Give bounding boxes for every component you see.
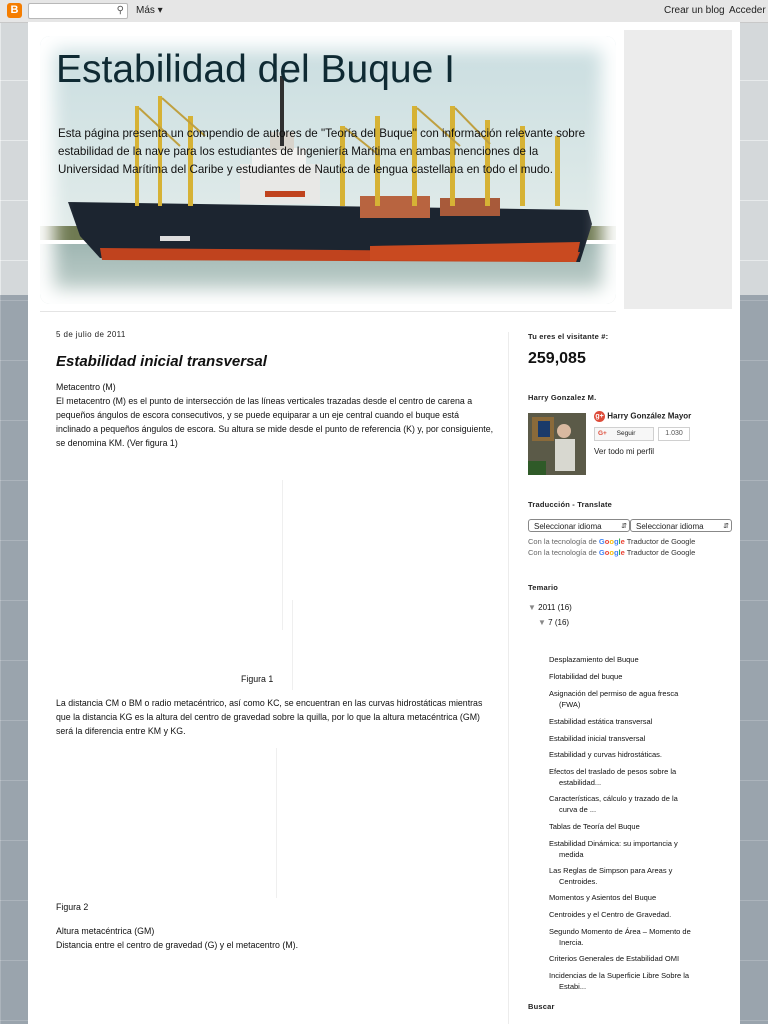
figure-1-placeholder-line (292, 600, 293, 690)
powered-by-text: Con la tecnología de (528, 537, 597, 546)
figure-1-caption: Figura 1 (241, 674, 274, 684)
archive-post-link[interactable] (549, 953, 719, 964)
archive-year[interactable] (528, 602, 572, 613)
archive-post-title: Estabi... (559, 982, 587, 991)
archive-post-title: Asignación del permiso de agua fresca (549, 689, 679, 698)
post-date: 5 de julio de 2011 (56, 330, 126, 339)
translate-widget (528, 500, 728, 560)
language-select-2-value: Seleccionar idioma (636, 522, 704, 531)
archive-post-title: Momentos y Asientos del Buque (549, 893, 657, 902)
visitor-counter-widget (528, 332, 728, 368)
archive-post-link[interactable] (549, 821, 719, 832)
archive-month[interactable] (538, 617, 569, 628)
profile-name-link[interactable]: Harry González Mayor (607, 411, 692, 421)
blogger-logo-icon[interactable]: B (7, 3, 22, 18)
archive-post-title: Estabilidad Dinámica: su importancia y (549, 839, 678, 848)
archive-post-title: Criterios Generales de Estabilidad OMI (549, 954, 680, 963)
archive-post-link[interactable] (549, 671, 719, 682)
visitor-counter-title: Tu eres el visitante #: (528, 332, 609, 341)
header-divider (40, 311, 616, 312)
language-select-1[interactable] (528, 519, 630, 532)
archive-post-link[interactable] (549, 892, 719, 903)
visitor-count: 259,085 (528, 350, 586, 367)
archive-widget (528, 583, 728, 1003)
archive-post-title: Las Reglas de Simpson para Areas y (549, 866, 673, 875)
archive-post-title: Estabilidad estática transversal (549, 717, 653, 726)
archive-post-link[interactable] (549, 970, 719, 992)
paragraph-altura: La distancia CM o BM o radio metacéntrico, así como KC, se encuentran en las curvas hidrostáticas mientras que la distancia KG es la altura del centro de gravedad sobre la quilla, por lo que la altura metacéntrica (GM) será la diferencia entre KM y KG. (56, 698, 483, 736)
archive-post-title: curva de ... (559, 805, 597, 814)
archive-month-count: (16) (554, 618, 570, 627)
blog-title[interactable]: Estabilidad del Buque I (56, 48, 455, 91)
archive-post-title: Flotabilidad del buque (549, 672, 623, 681)
follow-button[interactable] (594, 427, 654, 441)
archive-month-label[interactable]: 7 (548, 618, 553, 627)
google-plus-icon: g+ (595, 413, 604, 420)
search-widget (528, 1002, 728, 1011)
archive-post-title: Incidencias de la Superficie Libre Sobre la (549, 971, 690, 980)
follow-label: Seguir (616, 430, 636, 437)
archive-post-link[interactable] (549, 733, 719, 744)
google-logo: Google (598, 537, 625, 546)
archive-post-link[interactable] (549, 688, 719, 710)
archive-post-link[interactable] (549, 838, 719, 860)
paragraph-gm: Distancia entre el centro de gravedad (G) y el metacentro (M). (56, 940, 299, 950)
header-side-panel (624, 30, 732, 309)
magnifier-icon[interactable]: ⚲ (116, 5, 124, 16)
paragraph-metacentro: El metacentro (M) es el punto de intersección de las líneas verticales trazadas desde el centro de carena a pequeños ángulos de escora consecutivos, y se puede equiparar a un eje central cuando el buque está inclinado a pequeños ángulos de escora. Su altura se mide desde el punto de referencia (K) y, por consiguiente, se denomina KM. (Ver figura 1) (56, 396, 494, 448)
archive-post-link[interactable] (549, 716, 719, 727)
archive-post-link[interactable] (549, 793, 719, 815)
powered-by-line-2 (528, 548, 728, 557)
archive-post-title: medida (559, 850, 584, 859)
blog-page (28, 22, 740, 1024)
powered-by-text: Con la tecnología de (528, 548, 597, 557)
archive-title: Temario (528, 583, 559, 592)
blogger-navbar (0, 0, 768, 23)
archive-post-title: estabilidad... (559, 778, 602, 787)
archive-post-link[interactable] (549, 909, 719, 920)
archive-year-label[interactable]: 2011 (538, 603, 556, 612)
mas-menu[interactable]: Más ▾ (136, 5, 163, 16)
post-column (56, 330, 496, 952)
post-body (56, 380, 496, 952)
select-arrows-icon: ⇵ (621, 523, 627, 530)
select-arrows-icon: ⇵ (723, 523, 729, 530)
archive-post-title: Características, cálculo y trazado de la (549, 794, 678, 803)
post-title[interactable]: Estabilidad inicial transversal (56, 353, 267, 370)
archive-post-title: (FWA) (559, 700, 581, 709)
figure-2-area (56, 738, 496, 912)
archive-post-title: Centroides y el Centro de Gravedad. (549, 910, 672, 919)
figure-1-area (56, 450, 496, 684)
powered-by-line-1 (528, 537, 728, 546)
archive-post-link[interactable] (549, 749, 719, 760)
follower-count: 1.030 (658, 427, 690, 441)
language-select-1-value: Seleccionar idioma (534, 522, 602, 531)
archive-post-link[interactable] (549, 654, 719, 665)
language-selects-row (528, 519, 728, 533)
translator-link[interactable]: Traductor de Google (626, 537, 696, 546)
search-widget-title: Buscar (528, 1002, 555, 1011)
sign-in-link[interactable]: Acceder (729, 5, 766, 16)
language-select-2[interactable] (630, 519, 732, 532)
create-blog-link[interactable]: Crear un blog (664, 5, 725, 16)
blog-description: Esta página presenta un compendio de autores de "Teoría del Buque" con información relevante sobre estabilidad de la nave para los estudiantes de Ingeniería Marítima en ambas menciones de la Universidad Marítima del Caribe y estudiantes de Nautica de lengua castellana en todo el mudo. (58, 127, 586, 176)
archive-post-title: Centroides. (559, 877, 598, 886)
figure-1-placeholder-line (282, 480, 283, 630)
google-logo: Google (598, 548, 625, 557)
expand-triangle-icon[interactable]: ▼ (528, 603, 536, 612)
profile-title: Harry Gonzalez M. (528, 393, 597, 402)
expand-triangle-icon[interactable]: ▼ (538, 618, 546, 627)
archive-post-link[interactable] (549, 766, 719, 788)
search-input[interactable] (28, 3, 128, 19)
figure-2-placeholder-line (276, 748, 277, 898)
archive-post-link[interactable] (549, 926, 719, 948)
archive-post-title: Estabilidad inicial transversal (549, 734, 646, 743)
translate-title: Traducción - Translate (528, 500, 613, 509)
profile-name-row (594, 411, 691, 422)
profile-widget (528, 393, 728, 483)
translator-link[interactable]: Traductor de Google (626, 548, 696, 557)
archive-post-title: Estabilidad y curvas hidrostáticas. (549, 750, 662, 759)
archive-year-count: (16) (557, 603, 572, 612)
archive-post-link[interactable] (549, 865, 719, 887)
archive-post-title: Efectos del traslado de pesos sobre la (549, 767, 677, 776)
profile-photo[interactable] (528, 413, 586, 475)
view-profile-link[interactable]: Ver todo mi perfil (594, 447, 655, 456)
archive-post-title: Inercia. (559, 938, 584, 947)
google-plus-icon: G+ (598, 430, 607, 437)
section-heading-gm: Altura metacéntrica (GM) (56, 926, 155, 936)
archive-post-title: Segundo Momento de Área – Momento de (549, 927, 691, 936)
archive-post-title: Tablas de Teoría del Buque (549, 822, 640, 831)
sidebar-divider (508, 332, 509, 1024)
figure-2-caption: Figura 2 (56, 902, 89, 912)
section-heading-metacentro: Metacentro (M) (56, 382, 116, 392)
archive-post-title: Desplazamiento del Buque (549, 655, 639, 664)
